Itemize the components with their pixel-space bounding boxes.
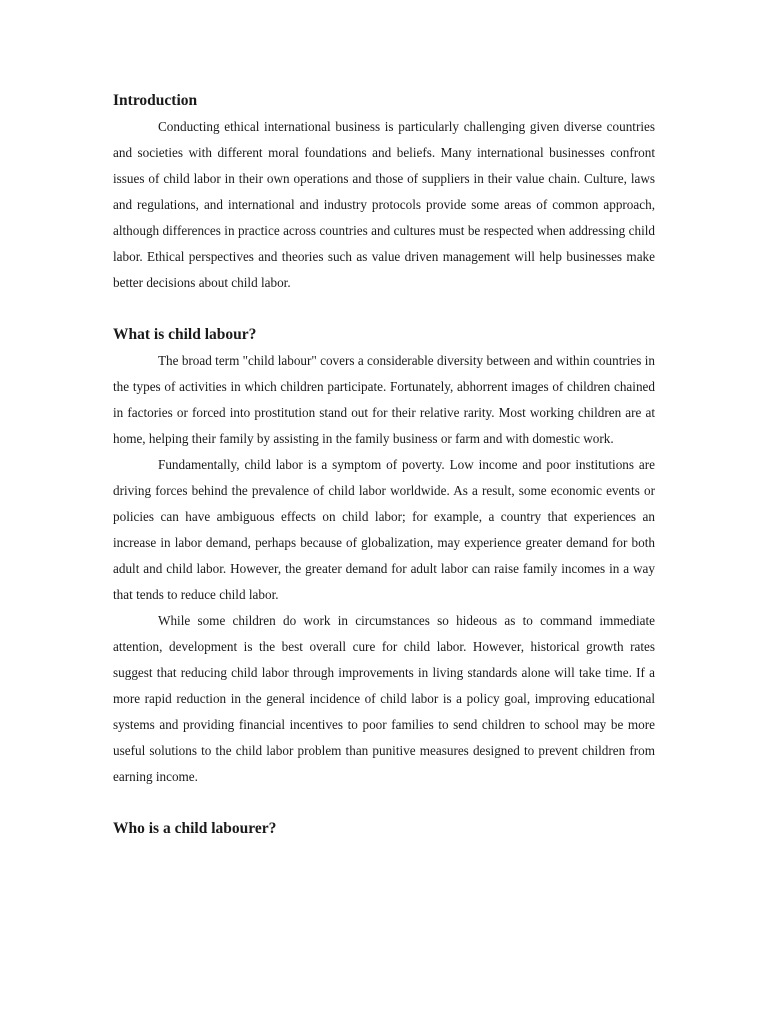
- intro-paragraph: Conducting ethical international business is particularly challenging given diverse countries and societies with different moral foundations and beliefs. Many international businesses confront issues of child labor in their own operations and those of suppliers in their value chain. Culture, laws and regulations, and international and industry protocols provide some areas of common approach, although differences in practice across countries and cultures must be respected when addressing child labor. Ethical perspectives and theories such as value driven management will help businesses make better decisions about child labor.: [113, 119, 655, 290]
- section-heading-what-is-child-labour: What is child labour?: [113, 326, 257, 343]
- child-labour-paragraph-3: While some children do work in circumstances so hideous as to command immediate attention, development is the best overall cure for child labor. However, historical growth rates suggest that reducing child labor through improvements in living standards alone will take time. If a more rapid reduction in the general incidence of child labor is a policy goal, improving educational systems and providing financial incentives to poor families to send children to school may be more useful solutions to the child labor problem than punitive measures designed to prevent children from earning income.: [113, 613, 655, 784]
- child-labour-paragraph-2: Fundamentally, child labor is a symptom of poverty. Low income and poor institutions are driving forces behind the prevalence of child labor worldwide. As a result, some economic events or policies can have ambiguous effects on child labor; for example, a country that experiences an increase in labor demand, perhaps because of globalization, may experience greater demand for both adult and child labor. However, the greater demand for adult labor can raise family incomes in a way that tends to reduce child labor.: [113, 457, 655, 602]
- section-spacer: [113, 296, 655, 322]
- child-labour-paragraph-1: The broad term "child labour" covers a considerable diversity between and within countries in the types of activities in which children participate. Fortunately, abhorrent images of children chained in factories or forced into prostitution stand out for their relative rarity. Most working children are at home, helping their family by assisting in the family business or farm and with domestic work.: [113, 353, 655, 446]
- document-page: [113, 88, 655, 842]
- section-spacer: [113, 790, 655, 816]
- section-heading-who-is-a-child-labourer: Who is a child labourer?: [113, 820, 277, 837]
- section-heading-introduction: Introduction: [113, 92, 198, 109]
